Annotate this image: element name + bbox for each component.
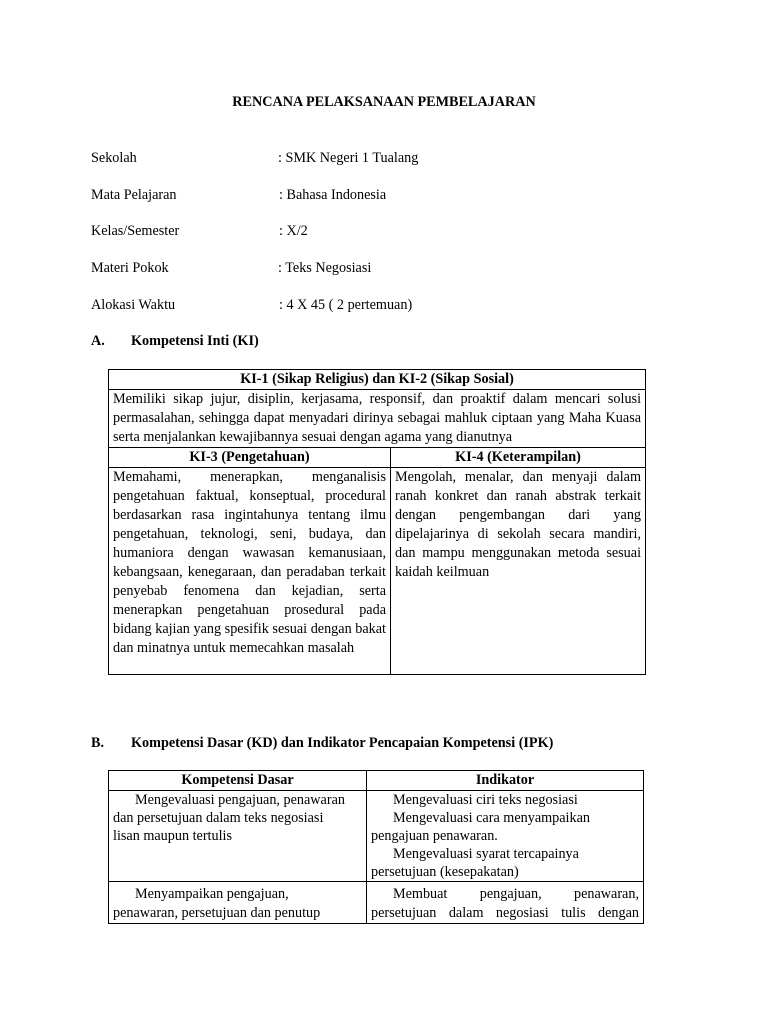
section-b-heading: Kompetensi Dasar (KD) dan Indikator Pencapaian Kompetensi (IPK) bbox=[131, 735, 554, 751]
indicator-item: Mengevaluasi cara menyampaikan pengajuan penawaran. bbox=[371, 810, 590, 844]
indicator-item: Mengevaluasi syarat tercapainya persetujuan (kesepakatan) bbox=[371, 846, 579, 880]
kd-row-1-text: Mengevaluasi pengajuan, penawaran dan persetujuan dalam teks negosiasi lisan maupun tertulis bbox=[109, 791, 367, 882]
ki4-text: Mengolah, menalar, dan menyaji dalam ranah konkret dan ranah abstrak terkait dengan pengembangan dari yang dipelajarinya di sekolah secara mandiri, dan mampu menggunakan metoda sesuai kaidah keilmuan bbox=[391, 468, 646, 675]
ki-table bbox=[108, 369, 646, 675]
ki12-text: Memiliki sikap jujur, disiplin, kerjasama, responsif, dan proaktif dalam mencari solusi permasalahan, sehingga dapat menyadari dirinya sebagai mahluk ciptaan yang Maha Kuasa serta menjalankan kewajibannya sesuai dengan agama yang dianutnya bbox=[109, 390, 646, 448]
kd-column-header: Kompetensi Dasar bbox=[109, 771, 367, 791]
kd-table bbox=[108, 770, 644, 924]
label-mata-pelajaran: Mata Pelajaran bbox=[91, 187, 177, 203]
ki3-header: KI-3 (Pengetahuan) bbox=[109, 448, 391, 468]
value-mata-pelajaran: : Bahasa Indonesia bbox=[279, 187, 387, 203]
section-a-letter: A. bbox=[91, 333, 105, 349]
ki12-text-row bbox=[109, 390, 646, 448]
value-materi-pokok: : Teks Negosiasi bbox=[278, 260, 372, 276]
indikator-column-header: Indikator bbox=[367, 771, 644, 791]
kd-row-1 bbox=[109, 791, 644, 882]
kd-row-2-text: Menyampaikan pengajuan, penawaran, persetujuan dan penutup bbox=[109, 882, 367, 924]
ki34-text-row bbox=[109, 468, 646, 675]
ki12-header: KI-1 (Sikap Religius) dan KI-2 (Sikap Sosial) bbox=[109, 370, 646, 390]
ki3-text: Memahami, menerapkan, menganalisis pengetahuan faktual, konseptual, procedural berdasarkan rasa ingintahunya tentang ilmu pengetahuan, teknologi, seni, budaya, dan humaniora dengan wawasan kemanusiaan, kebangsaan, kenegaraan, dan peradaban terkait penyebab fenomena dan kejadian, serta menerapkan pengetahuan prosedural pada bidang kajian yang spesifik sesuai dengan bakat dan minatnya untuk memecahkan masalah bbox=[109, 468, 391, 675]
section-a-heading: Kompetensi Inti (KI) bbox=[131, 333, 259, 349]
document-title: RENCANA PELAKSANAAN PEMBELAJARAN bbox=[232, 94, 536, 110]
label-alokasi-waktu: Alokasi Waktu bbox=[91, 297, 176, 313]
indicator-item: Mengevaluasi ciri teks negosiasi bbox=[393, 792, 578, 808]
kd-row-2-indicator: Membuat pengajuan, penawaran, persetujuan dalam negosiasi tulis dengan bbox=[367, 882, 644, 924]
value-alokasi-waktu: : 4 X 45 ( 2 pertemuan) bbox=[279, 297, 413, 313]
kd-row-2 bbox=[109, 882, 644, 924]
label-kelas-semester: Kelas/Semester bbox=[91, 223, 180, 239]
value-kelas-semester: : X/2 bbox=[279, 223, 308, 239]
ki4-header: KI-4 (Keterampilan) bbox=[391, 448, 646, 468]
value-sekolah: : SMK Negeri 1 Tualang bbox=[278, 150, 419, 166]
section-b-letter: B. bbox=[91, 735, 105, 751]
kd-header-row bbox=[109, 771, 644, 791]
label-materi-pokok: Materi Pokok bbox=[91, 260, 169, 276]
ki12-header-row bbox=[109, 370, 646, 390]
label-sekolah: Sekolah bbox=[91, 150, 137, 166]
kd-row-1-indicators bbox=[367, 791, 644, 882]
ki34-header-row bbox=[109, 448, 646, 468]
